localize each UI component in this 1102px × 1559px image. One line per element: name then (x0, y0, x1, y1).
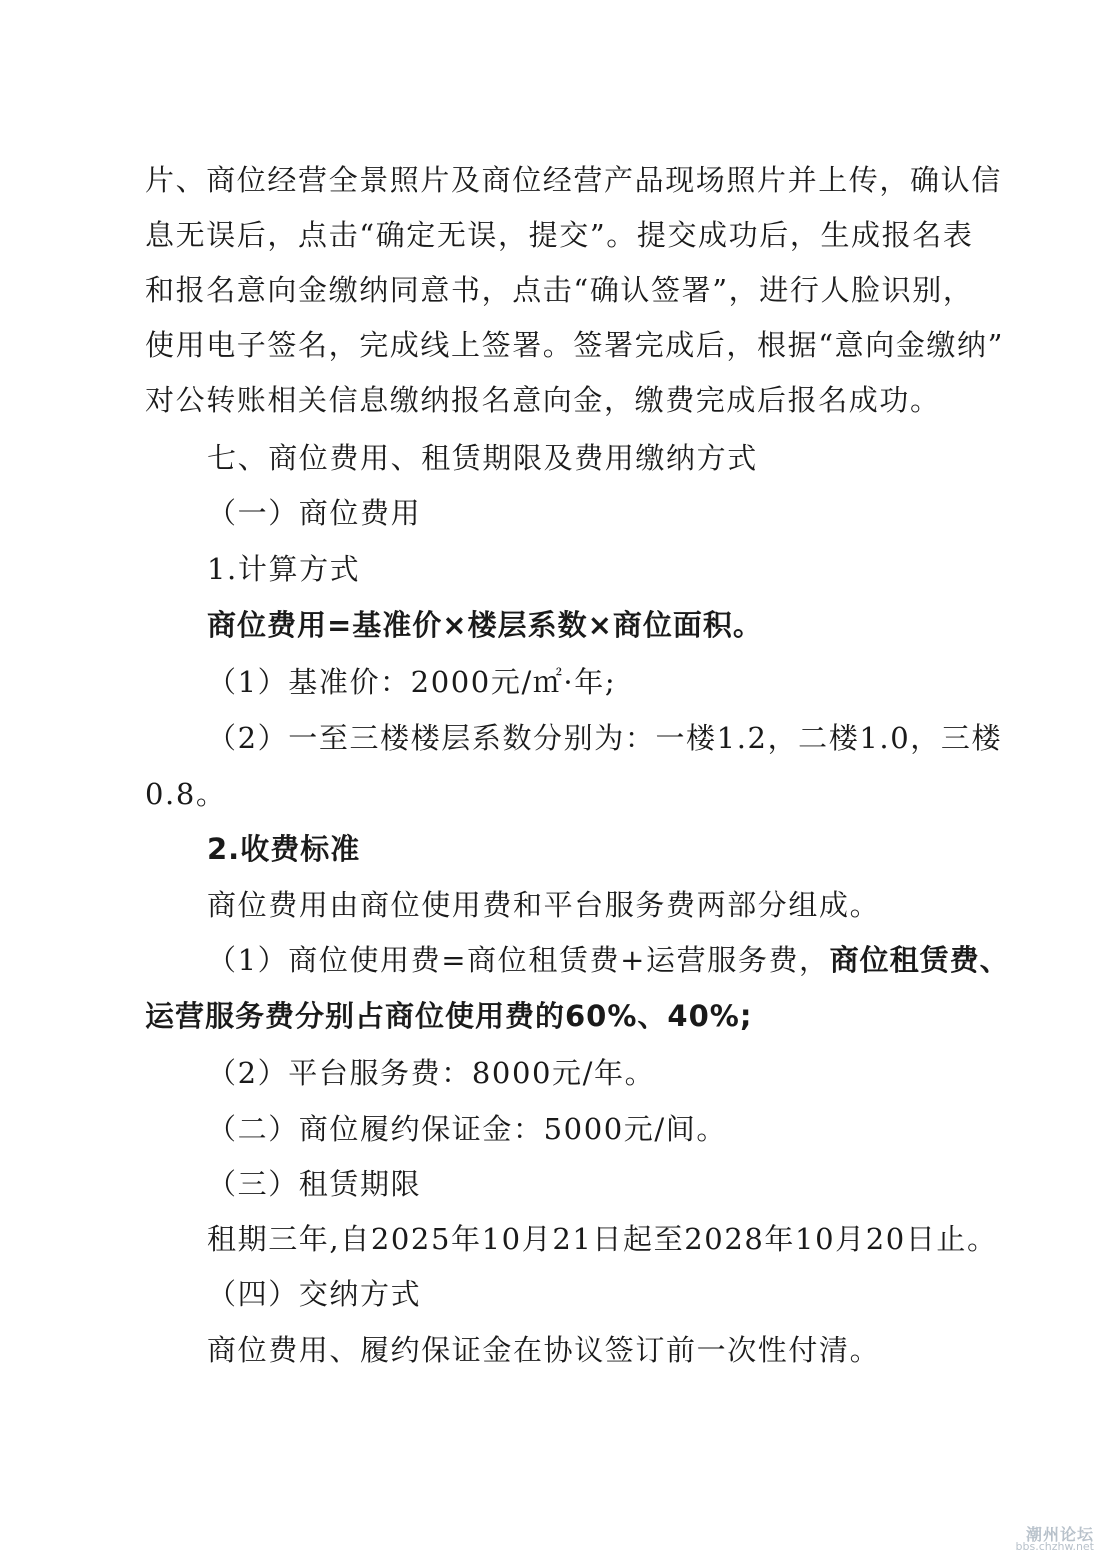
subsection-heading: （一）商位费用 (207, 496, 422, 530)
usage-fee-text (207, 940, 1010, 980)
paragraph-line: 息无误后，点击“确定无误，提交”。提交成功后，生成报名表 (145, 218, 974, 252)
subsection-heading: （四）交纳方式 (207, 1277, 422, 1311)
usage-fee-normal: （1）商位使用费=商位租赁费+运营服务费， (207, 943, 830, 977)
base-price-text: （1）基准价：2000元/㎡·年; (207, 665, 617, 699)
lease-term-text: 租期三年,自2025年10月21日起至2028年10月20日止。 (207, 1222, 998, 1256)
fee-intro-text: 商位费用由商位使用费和平台服务费两部分组成。 (207, 888, 881, 922)
watermark-url: bbs.chzhw.net (1015, 1540, 1094, 1553)
subsection-heading: （三）租赁期限 (207, 1167, 422, 1201)
watermark (1015, 1525, 1095, 1553)
usage-fee-bold: 商位租赁费、 (829, 943, 1010, 977)
floor-coefficient-text-cont: 0.8。 (145, 777, 227, 811)
paragraph-line: 对公转账相关信息缴纳报名意向金，缴费完成后报名成功。 (145, 383, 941, 417)
formula-text: 商位费用=基准价×楼层系数×商位面积。 (207, 608, 763, 642)
paragraph-line: 使用电子签名，完成线上签署。签署完成后，根据“意向金缴纳” (145, 328, 1005, 362)
floor-coefficient-text: （2）一至三楼楼层系数分别为：一楼1.2，二楼1.0，三楼 (207, 721, 1003, 755)
watermark-title: 潮州论坛 (1025, 1525, 1094, 1544)
usage-fee-ratio-text: 运营服务费分别占商位使用费的60%、40%; (145, 999, 753, 1033)
paragraph-line: 片、商位经营全景照片及商位经营产品现场照片并上传，确认信 (145, 163, 1002, 197)
item-heading: 2.收费标准 (207, 832, 361, 866)
platform-fee-text: （2）平台服务费：8000元/年。 (207, 1056, 656, 1090)
paragraph-line: 和报名意向金缴纳同意书，点击“确认签署”，进行人脸识别， (145, 273, 974, 307)
deposit-text: （二）商位履约保证金：5000元/间。 (207, 1112, 727, 1146)
payment-method-text: 商位费用、履约保证金在协议签订前一次性付清。 (207, 1333, 881, 1367)
section-heading: 七、商位费用、租赁期限及费用缴纳方式 (207, 441, 758, 475)
item-heading: 1.计算方式 (207, 552, 361, 586)
